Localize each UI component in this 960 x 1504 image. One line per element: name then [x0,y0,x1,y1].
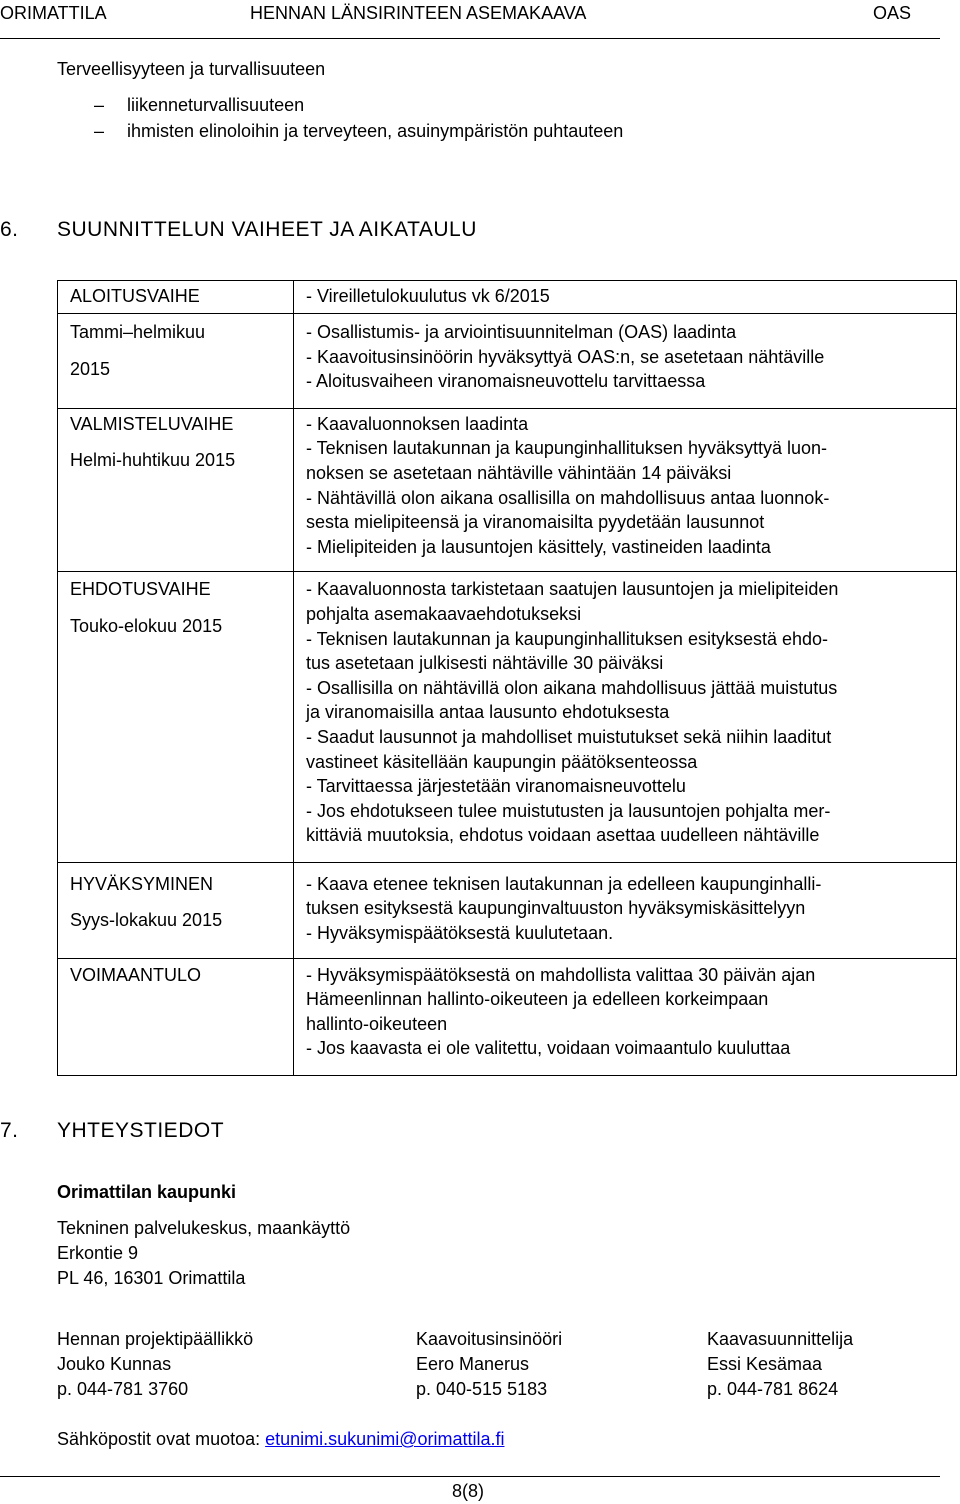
phase-name: VALMISTELUVAIHE [70,413,234,434]
phase-cell [58,408,294,572]
phase-name: HYVÄKSYMINEN [70,873,214,894]
section-6-number: 6. [0,218,19,241]
header-right: OAS [873,3,912,23]
phase-desc-line: - Kaava etenee teknisen lautakunnan ja edelleen kaupunginhalli- [306,873,822,894]
phase-desc-line: - Osallistumis- ja arviointisuunnitelman (OAS) laadinta [306,322,737,342]
phase-period: Tammi–helmikuu [70,322,206,342]
phase-desc-line: - Jos ehdotukseen tulee muistutusten ja lausuntojen pohjalta mer- [306,800,831,821]
phase-desc-line: - Osallisilla on nähtävillä olon aikana mahdollisuus jättää muistutus [306,677,838,698]
health-heading: Terveellisyyteen ja turvallisuuteen [57,59,326,79]
phase-desc-line: - Vireilletulokuulutus vk 6/2015 [306,286,550,306]
person-role: Hennan projektipäällikkö [57,1329,254,1349]
phase-desc-line: vastineet käsitellään kaupungin päätöksenteossa [306,751,698,772]
dash-icon: – [94,95,105,115]
phase-name: VOIMAANTULO [70,964,202,985]
person-phone: p. 044-781 8624 [707,1379,839,1399]
email-link[interactable]: etunimi.sukunimi@orimattila.fi [265,1429,505,1449]
contact-org: Orimattilan kaupunki [57,1182,237,1202]
person-name: Eero Manerus [416,1354,530,1374]
schedule-row-voimaantulo [58,958,957,1075]
phase-desc-line: tus asetetaan julkisesti nähtäville 30 päiväksi [306,653,664,674]
phase-period: Touko-elokuu 2015 [70,615,223,636]
section-6-title: SUUNNITTELUN VAIHEET JA AIKATAULU [57,218,477,241]
phase-desc-cell [294,572,957,863]
phase-desc-cell [294,408,957,572]
footer-rule [0,1476,940,1477]
schedule-row-tammi [58,314,957,409]
phase-name: ALOITUSVAIHE [70,286,200,306]
health-item: ihmisten elinoloihin ja terveyteen, asuinympäristön puhtauteen [127,121,624,141]
section-7-title: YHTEYSTIEDOT [57,1119,225,1142]
person-name: Essi Kesämaa [707,1354,823,1374]
person-name: Jouko Kunnas [57,1354,172,1374]
person-phone: p. 040-515 5183 [416,1379,548,1399]
schedule-row-valmisteluvaihe [58,408,957,572]
phase-desc-line: Hämeenlinnan hallinto-oikeuteen ja edelleen korkeimpaan [306,989,769,1010]
person-phone: p. 044-781 3760 [57,1379,189,1399]
contact-address-line: Erkontie 9 [57,1243,139,1263]
phase-cell [58,862,294,958]
phase-desc-line: - Kaavaluonnosta tarkistetaan saatujen lausuntojen ja mielipiteiden [306,579,839,600]
phase-desc-cell [294,281,957,314]
page-number: 8(8) [452,1481,485,1501]
header-rule [0,38,940,39]
header-center: HENNAN LÄNSIRINTEEN ASEMAKAAVA [250,3,587,23]
phase-name: EHDOTUSVAIHE [70,579,211,600]
phase-cell [58,281,294,314]
phase-desc-line: sesta mielipiteensä ja viranomaisilta pyydetään lausunnot [306,512,765,533]
phase-desc-line: - Tarvittaessa järjestetään viranomaisneuvottelu [306,776,686,797]
section-7-number: 7. [0,1119,19,1142]
phase-desc-line: - Teknisen lautakunnan ja kaupunginhallituksen esityksestä ehdo- [306,628,829,649]
phase-cell [58,314,294,409]
phase-desc-line: - Kaavaluonnoksen laadinta [306,413,529,434]
phase-desc-line: tuksen esityksestä kaupunginvaltuuston hyväksymiskäsittelyyn [306,898,806,919]
phase-desc-line: - Kaavoitusinsinöörin hyväksyttyä OAS:n, se asetetaan nähtäville [306,346,825,367]
phase-cell [58,572,294,863]
phase-period: Syys-lokakuu 2015 [70,910,223,931]
phase-desc-line: - Hyväksymispäätöksestä on mahdollista valittaa 30 päivän ajan [306,964,816,985]
phase-desc-cell [294,958,957,1075]
health-item: liikenneturvallisuuteen [127,95,305,115]
phase-desc-line: - Nähtävillä olon aikana osallisilla on mahdollisuus antaa luonnok- [306,487,830,508]
person-role: Kaavasuunnittelija [707,1329,854,1349]
person-role: Kaavoitusinsinööri [416,1329,563,1349]
schedule-row-aloitusvaihe [58,281,957,314]
phase-desc-line: pohjalta asemakaavaehdotukseksi [306,603,582,624]
phase-desc-line: - Teknisen lautakunnan ja kaupunginhallituksen hyväksyttyä luon- [306,438,827,459]
phase-desc-line: - Saadut lausunnot ja mahdolliset muistutukset sekä niihin laaditut [306,726,832,747]
phase-period: Helmi-huhtikuu 2015 [70,450,236,471]
schedule-table [57,280,957,1076]
email-label: Sähköpostit ovat muotoa: [57,1429,261,1449]
phase-desc-line: hallinto-oikeuteen [306,1013,448,1034]
phase-desc-cell [294,314,957,409]
dash-icon: – [94,121,105,141]
phase-desc-line: - Aloitusvaiheen viranomaisneuvottelu tarvittaessa [306,371,706,392]
contact-address-line: Tekninen palvelukeskus, maankäyttö [57,1218,351,1238]
phase-desc-line: noksen se asetetaan nähtäville vähintään 14 päiväksi [306,462,732,483]
contact-address-line: PL 46, 16301 Orimattila [57,1268,246,1288]
email-line [57,1429,504,1450]
phase-desc-line: kittäviä muutoksia, ehdotus voidaan asettaa uudelleen nähtäville [306,825,820,846]
phase-desc-line: - Hyväksymispäätöksestä kuulutetaan. [306,923,614,944]
phase-desc-cell [294,862,957,958]
phase-year: 2015 [70,358,111,379]
phase-cell [58,958,294,1075]
schedule-row-hyvaksyminen [58,862,957,958]
phase-desc-line: ja viranomaisilla antaa lausunto ehdotuksesta [306,702,670,723]
header-left: ORIMATTILA [0,3,107,23]
schedule-row-ehdotusvaihe [58,572,957,863]
phase-desc-line: - Jos kaavasta ei ole valitettu, voidaan voimaantulo kuuluttaa [306,1038,791,1059]
phase-desc-line: - Mielipiteiden ja lausuntojen käsittely, vastineiden laadinta [306,536,771,557]
